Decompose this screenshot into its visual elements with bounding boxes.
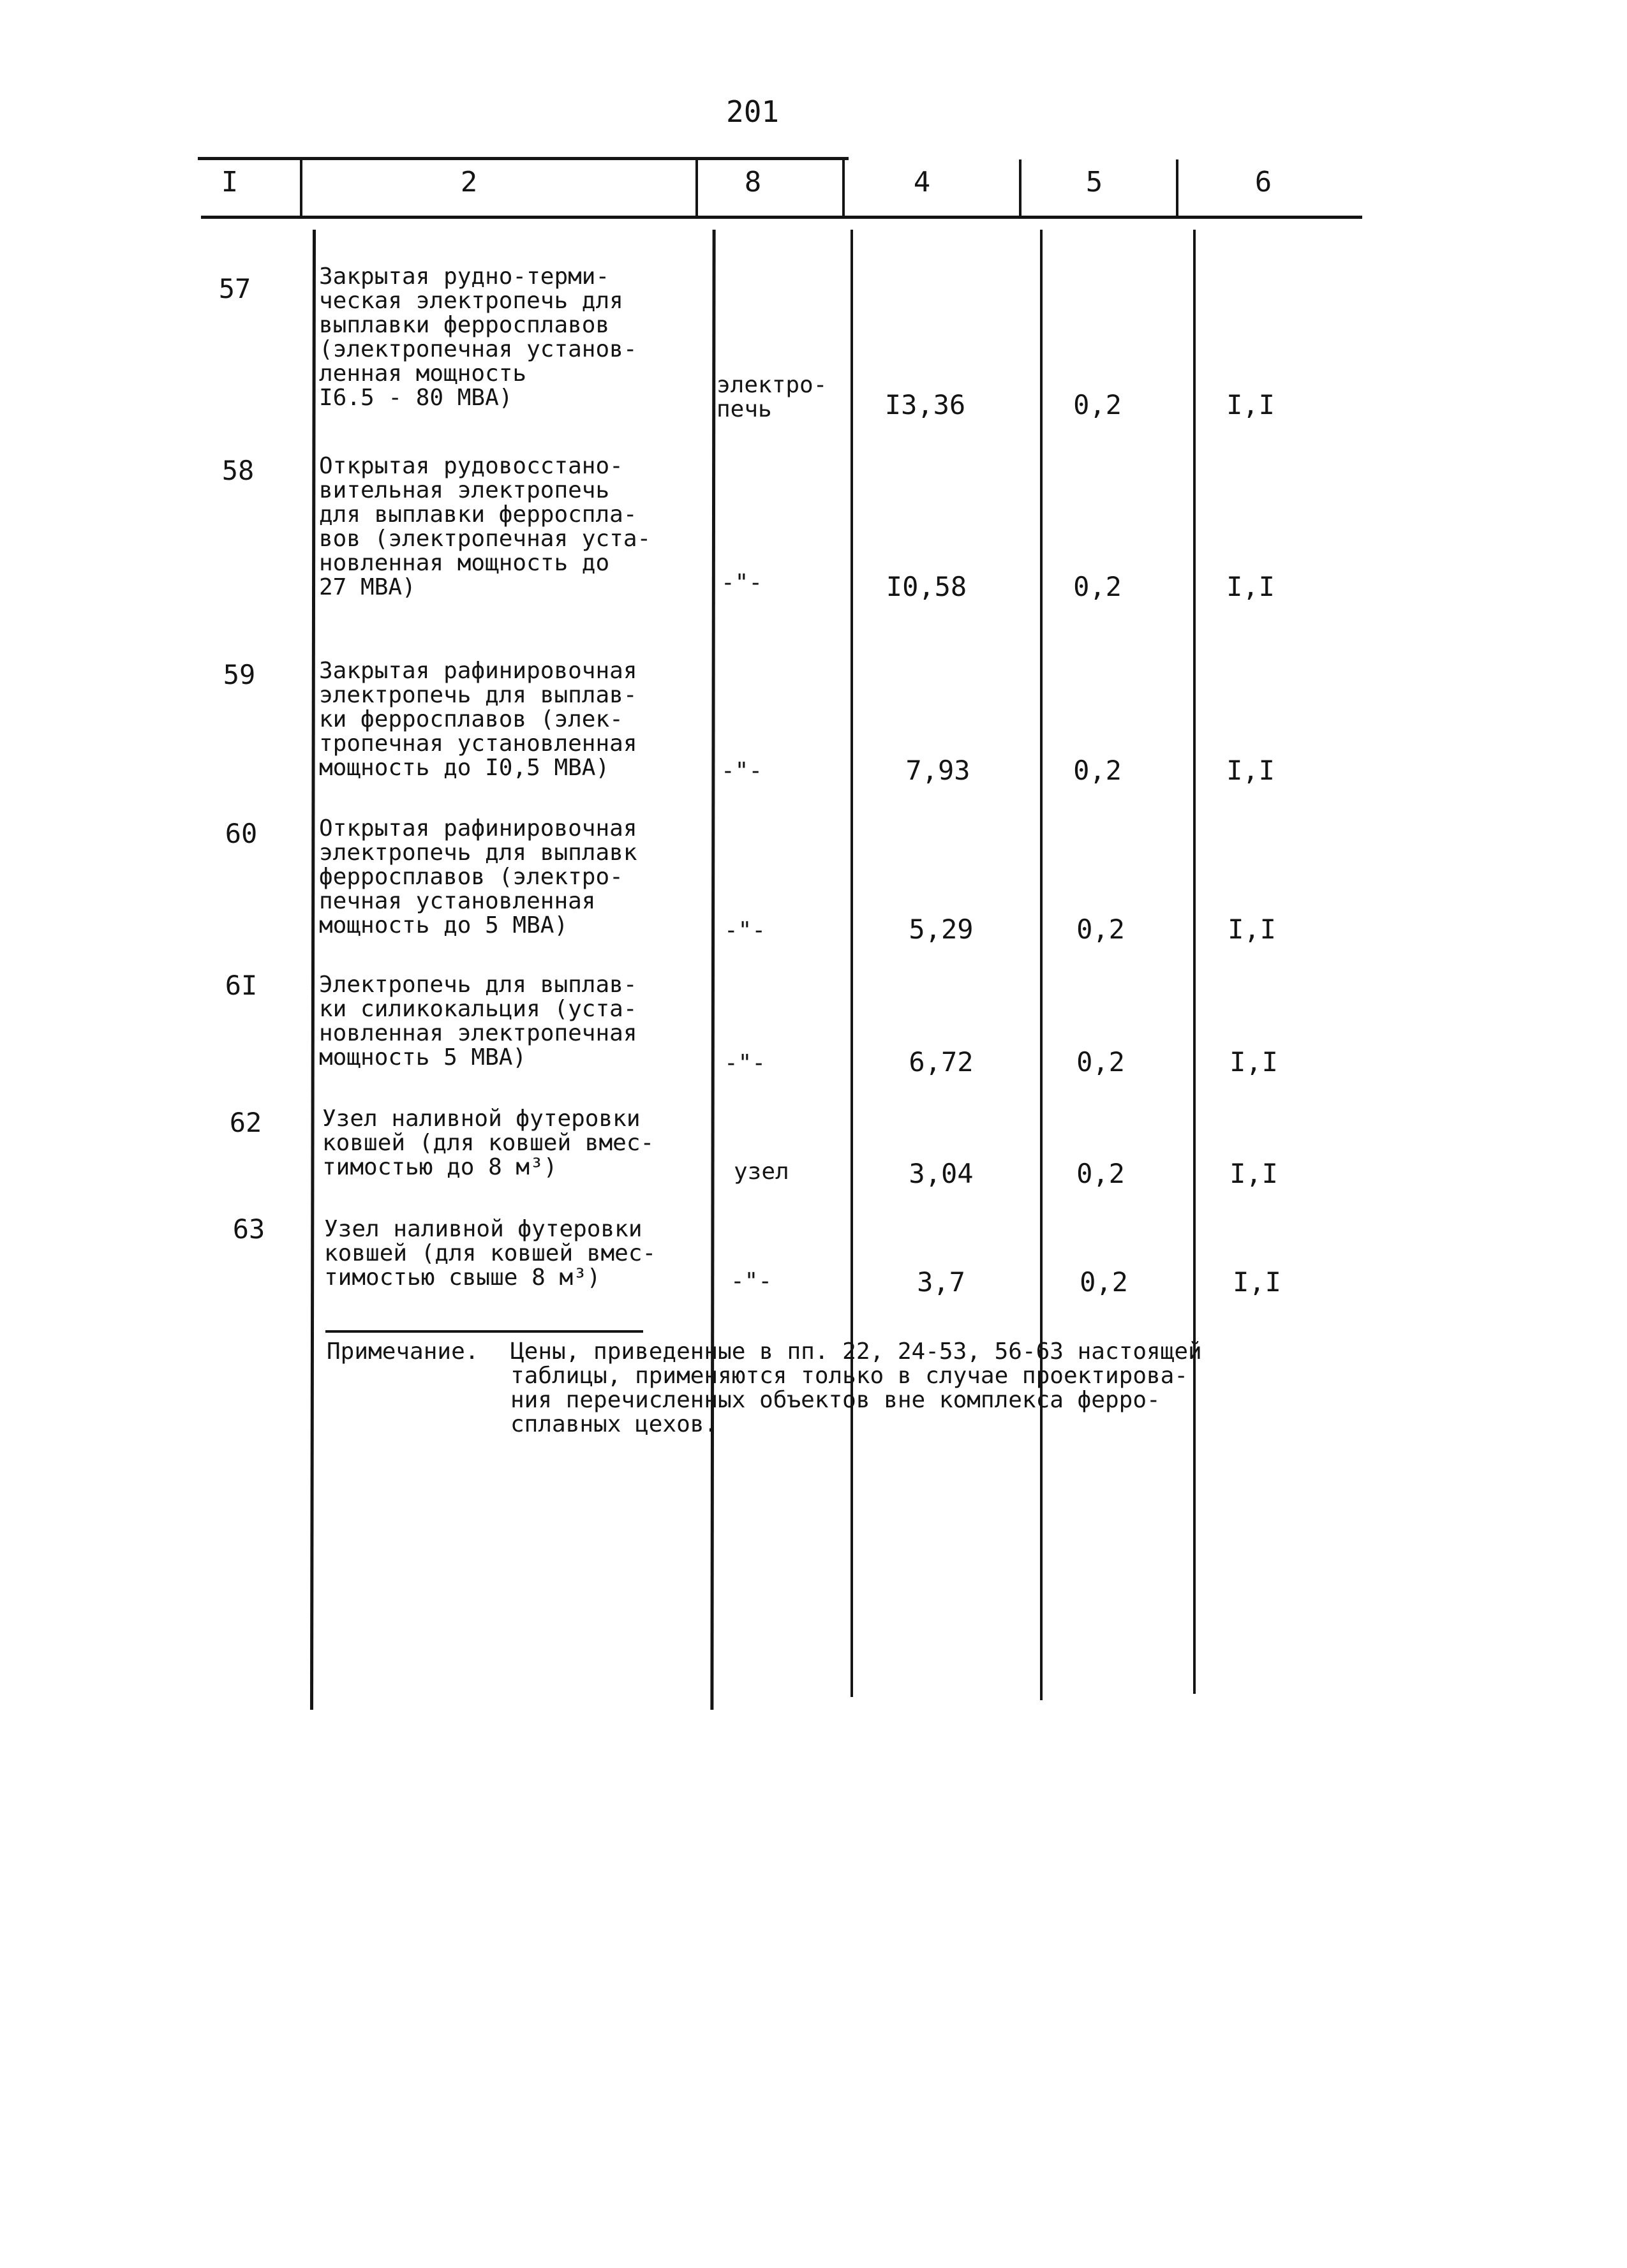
column-rule-3 <box>851 230 853 1697</box>
table-row-col6: I,I <box>1230 1046 1278 1078</box>
table-row-col5: 0,2 <box>1073 571 1122 602</box>
table-row-col5: 0,2 <box>1076 914 1125 945</box>
column-rule-4 <box>1040 230 1043 1700</box>
table-row-unit: -"- <box>724 1050 766 1076</box>
table-row-col5: 0,2 <box>1073 389 1122 420</box>
table-row-number: 60 <box>225 818 258 849</box>
table-row-unit: электро- печь <box>717 372 828 422</box>
header-col-2: 2 <box>460 166 478 198</box>
header-top-rule <box>198 157 849 160</box>
column-rule-5 <box>1193 230 1196 1694</box>
table-row-col6: I,I <box>1228 914 1276 945</box>
table-row-description: Электропечь для выплав- ки силикокальция (уста- новленная электропечная мощность 5 МВА) <box>319 972 637 1071</box>
table-row-col4: 5,29 <box>909 914 974 945</box>
table-row-number: 6I <box>225 970 258 1001</box>
header-divider-1 <box>300 159 302 218</box>
table-row-col5: 0,2 <box>1073 755 1122 786</box>
table-row-description: Закрытая рудно-терми- ческая электропечь для выплавки ферросплавов (электропечная установ- ленная мощность I6.5 - 80 МВА) <box>319 263 637 411</box>
table-row-col4: 3,7 <box>917 1266 965 1298</box>
note-first-line: Цены, приведенные в пп. 22, 24-53, 56-63 настоящей <box>510 1338 1202 1365</box>
header-divider-5 <box>1176 159 1178 218</box>
header-col-5: 5 <box>1085 166 1103 198</box>
note-continuation: таблицы, применяются только в случае проектирова- ния перечисленных объектов вне комплекса ферро- сплавных цехов. <box>510 1363 1189 1437</box>
column-rule-2 <box>710 230 715 1710</box>
table-row-description: Узел наливной футеровки ковшей (для ковшей вмес- тимостью до 8 м³) <box>322 1106 655 1180</box>
header-col-4: 4 <box>913 166 931 198</box>
header-col-3: 8 <box>744 166 762 198</box>
table-row-col5: 0,2 <box>1076 1046 1125 1078</box>
table-row-description: Закрытая рафинировочная электропечь для выплав- ки ферросплавов (элек- тропечная установленная мощность до I0,5 МВА) <box>319 658 637 781</box>
table-row-description: Узел наливной футеровки ковшей (для ковшей вмес- тимостью свыше 8 м³) <box>324 1216 657 1291</box>
table-row-col6: I,I <box>1226 571 1275 602</box>
header-divider-4 <box>1019 159 1022 218</box>
header-divider-2 <box>695 159 698 218</box>
table-row-col6: I,I <box>1230 1158 1278 1189</box>
header-divider-3 <box>842 159 845 218</box>
note-separator <box>325 1330 643 1333</box>
table-row-col6: I,I <box>1226 755 1275 786</box>
table-row-number: 57 <box>218 273 251 304</box>
table-row-unit: -"- <box>721 758 763 784</box>
table-row-col4: I0,58 <box>886 571 967 602</box>
table-row-col6: I,I <box>1226 389 1275 420</box>
page-number: 201 <box>726 94 780 129</box>
table-row-unit: узел <box>734 1159 789 1185</box>
column-rule-1 <box>310 230 316 1710</box>
table-row-number: 62 <box>229 1107 262 1138</box>
table-row-number: 63 <box>232 1213 265 1245</box>
table-row-description: Открытая рафинировочная электропечь для выплавк ферросплавов (электро- печная установленная мощность до 5 МВА) <box>319 815 637 938</box>
table-row-unit: -"- <box>721 570 763 596</box>
table-row-col5: 0,2 <box>1076 1158 1125 1189</box>
table-row-unit: -"- <box>724 917 766 944</box>
header-col-1: I <box>221 166 239 198</box>
table-row-col4: I3,36 <box>884 389 966 420</box>
table-row-col6: I,I <box>1233 1266 1281 1298</box>
table-row-col4: 6,72 <box>909 1046 974 1078</box>
table-row-description: Открытая рудовосстано- вительная электропечь для выплавки ферроспла- вов (электропечная уста- новленная мощность до 27 МВА) <box>319 453 651 600</box>
table-row-unit: -"- <box>731 1268 773 1294</box>
table-row-col5: 0,2 <box>1080 1266 1128 1298</box>
table-row-col4: 3,04 <box>909 1158 974 1189</box>
note-label: Примечание. <box>327 1338 479 1365</box>
header-col-6: 6 <box>1254 166 1272 198</box>
table-row-number: 58 <box>221 455 255 486</box>
table-row-col4: 7,93 <box>905 755 970 786</box>
table-row-number: 59 <box>223 659 256 690</box>
header-bottom-rule <box>201 216 1362 219</box>
